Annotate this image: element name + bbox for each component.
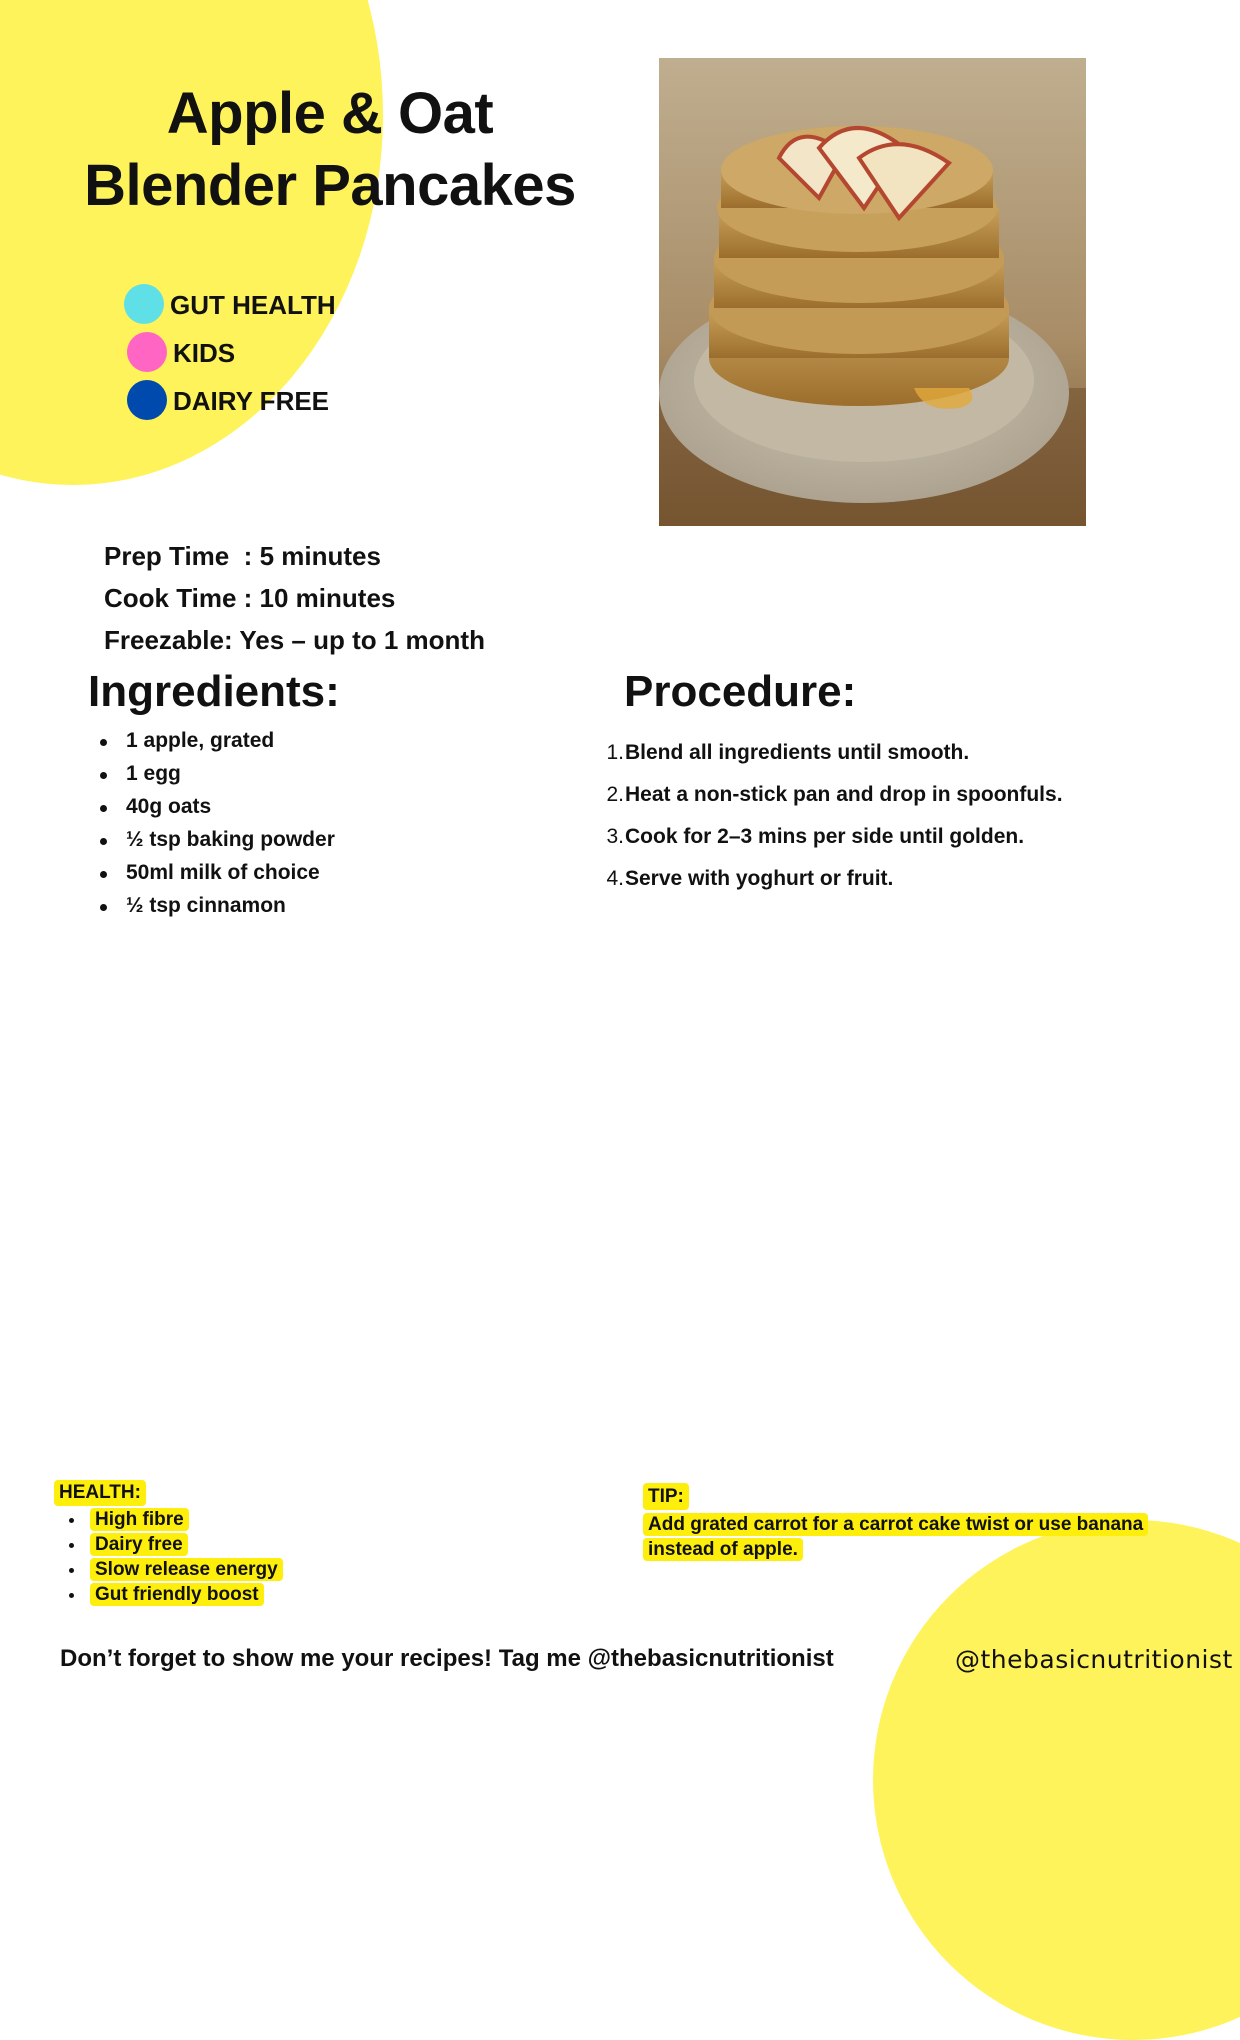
step-text: Blend all ingredients until smooth. bbox=[625, 741, 970, 764]
ingredient-item: 1 egg bbox=[92, 759, 335, 792]
recipe-times bbox=[104, 538, 485, 664]
ingredients-heading: Ingredients: bbox=[88, 667, 340, 716]
social-handle: @thebasicnutritionist bbox=[955, 1645, 1233, 1674]
step-text: Heat a non-stick pan and drop in spoonfuls. bbox=[625, 783, 1063, 806]
tag-label: KIDS bbox=[173, 338, 236, 368]
health-item bbox=[54, 1508, 283, 1533]
ingredient-item: 40g oats bbox=[92, 792, 335, 825]
dairy-free-dot-icon bbox=[127, 380, 167, 420]
step-text: Cook for 2–3 mins per side until golden. bbox=[625, 825, 1025, 848]
cook-time: Cook Time : 10 minutes bbox=[104, 583, 396, 613]
ingredients-list bbox=[92, 726, 335, 924]
decorative-yellow-circle-bottom bbox=[873, 1520, 1240, 2040]
gut-health-dot-icon bbox=[124, 284, 164, 324]
recipe-title bbox=[60, 78, 600, 222]
step-number: 3. bbox=[606, 825, 624, 848]
tip-box bbox=[643, 1483, 1203, 1562]
ingredient-item: ½ tsp baking powder bbox=[92, 825, 335, 858]
footer-cta: Don’t forget to show me your recipes! Tag me @thebasicnutritionist bbox=[60, 1645, 834, 1672]
health-item-text: Dairy free bbox=[90, 1533, 188, 1556]
health-item-text: Slow release energy bbox=[90, 1558, 283, 1581]
kids-dot-icon bbox=[127, 332, 167, 372]
step-number: 2. bbox=[606, 783, 624, 806]
health-item bbox=[54, 1583, 283, 1608]
title-line-1: Apple & Oat bbox=[166, 81, 494, 146]
freezable-info: Freezable: Yes – up to 1 month bbox=[104, 625, 485, 655]
title-line-2: Blender Pancakes bbox=[84, 153, 576, 218]
health-heading: HEALTH: bbox=[54, 1480, 146, 1506]
health-box bbox=[54, 1480, 283, 1608]
ingredient-item: 1 apple, grated bbox=[92, 726, 335, 759]
health-item-text: Gut friendly boost bbox=[90, 1583, 264, 1606]
step-text: Serve with yoghurt or fruit. bbox=[625, 867, 894, 890]
tag-label: DAIRY FREE bbox=[173, 386, 330, 416]
tip-text bbox=[643, 1512, 1148, 1562]
ingredient-item: ½ tsp cinnamon bbox=[92, 891, 335, 924]
tip-line-2: instead of apple. bbox=[643, 1538, 803, 1561]
health-item bbox=[54, 1533, 283, 1558]
pancake-stack-photo bbox=[659, 58, 1086, 526]
prep-time: Prep Time : 5 minutes bbox=[104, 541, 381, 571]
tip-line-1: Add grated carrot for a carrot cake twist or use banana bbox=[643, 1513, 1148, 1536]
ingredient-item: 50ml milk of choice bbox=[92, 858, 335, 891]
tip-heading: TIP: bbox=[643, 1483, 689, 1510]
procedure-heading: Procedure: bbox=[624, 667, 857, 716]
step-number: 4. bbox=[606, 867, 624, 890]
health-item-text: High fibre bbox=[90, 1508, 189, 1531]
health-item bbox=[54, 1558, 283, 1583]
step-number: 1. bbox=[606, 741, 624, 764]
tag-label: GUT HEALTH bbox=[170, 290, 336, 320]
health-list bbox=[54, 1508, 283, 1608]
